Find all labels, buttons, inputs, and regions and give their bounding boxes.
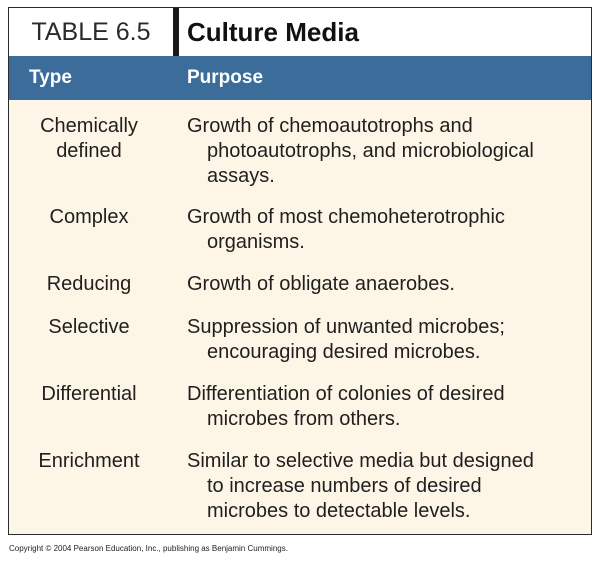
type-text: Chemically (40, 115, 138, 137)
purpose-text: assays. (207, 165, 275, 187)
type-cell (9, 449, 169, 474)
purpose-text: Differentiation of colonies of desired (187, 383, 505, 405)
type-text: Selective (48, 316, 130, 338)
column-header-type: Type (29, 67, 72, 88)
purpose-text: organisms. (207, 231, 305, 253)
column-header-purpose: Purpose (187, 67, 264, 88)
title-divider (173, 8, 179, 56)
type-text: Complex (49, 206, 129, 228)
table-title-row (9, 8, 591, 57)
type-text: Enrichment (38, 450, 140, 472)
type-cell (9, 272, 169, 297)
table-header-row (9, 56, 591, 100)
purpose-text: encouraging desired microbes. (207, 341, 481, 363)
type-cell (9, 315, 169, 340)
purpose-cell (187, 449, 577, 524)
type-cell (9, 205, 169, 230)
purpose-text: Growth of chemoautotrophs and (187, 115, 473, 137)
copyright-notice: Copyright © 2004 Pearson Education, Inc., publishing as Benjamin Cummings. (9, 544, 288, 553)
type-text: Differential (41, 383, 137, 405)
purpose-text: microbes to detectable levels. (207, 500, 471, 522)
purpose-cell (187, 315, 577, 365)
type-cell (9, 114, 169, 164)
table-number-label: TABLE 6.5 (31, 17, 151, 46)
type-text: Reducing (46, 273, 132, 295)
purpose-text: Suppression of unwanted microbes; (187, 316, 505, 338)
purpose-text: Growth of most chemoheterotrophic (187, 206, 505, 228)
table-title: Culture Media (187, 16, 359, 47)
purpose-cell (187, 382, 577, 432)
purpose-cell (187, 272, 577, 297)
purpose-text: Growth of obligate anaerobes. (187, 273, 455, 295)
culture-media-table (8, 7, 592, 535)
type-cell (9, 382, 169, 407)
type-text: defined (56, 140, 122, 162)
purpose-text: photoautotrophs, and microbiological (207, 140, 534, 162)
purpose-text: microbes from others. (207, 408, 401, 430)
purpose-text: Similar to selective media but designed (187, 450, 534, 472)
purpose-text: to increase numbers of desired (207, 475, 482, 497)
purpose-cell (187, 114, 577, 189)
purpose-cell (187, 205, 577, 255)
